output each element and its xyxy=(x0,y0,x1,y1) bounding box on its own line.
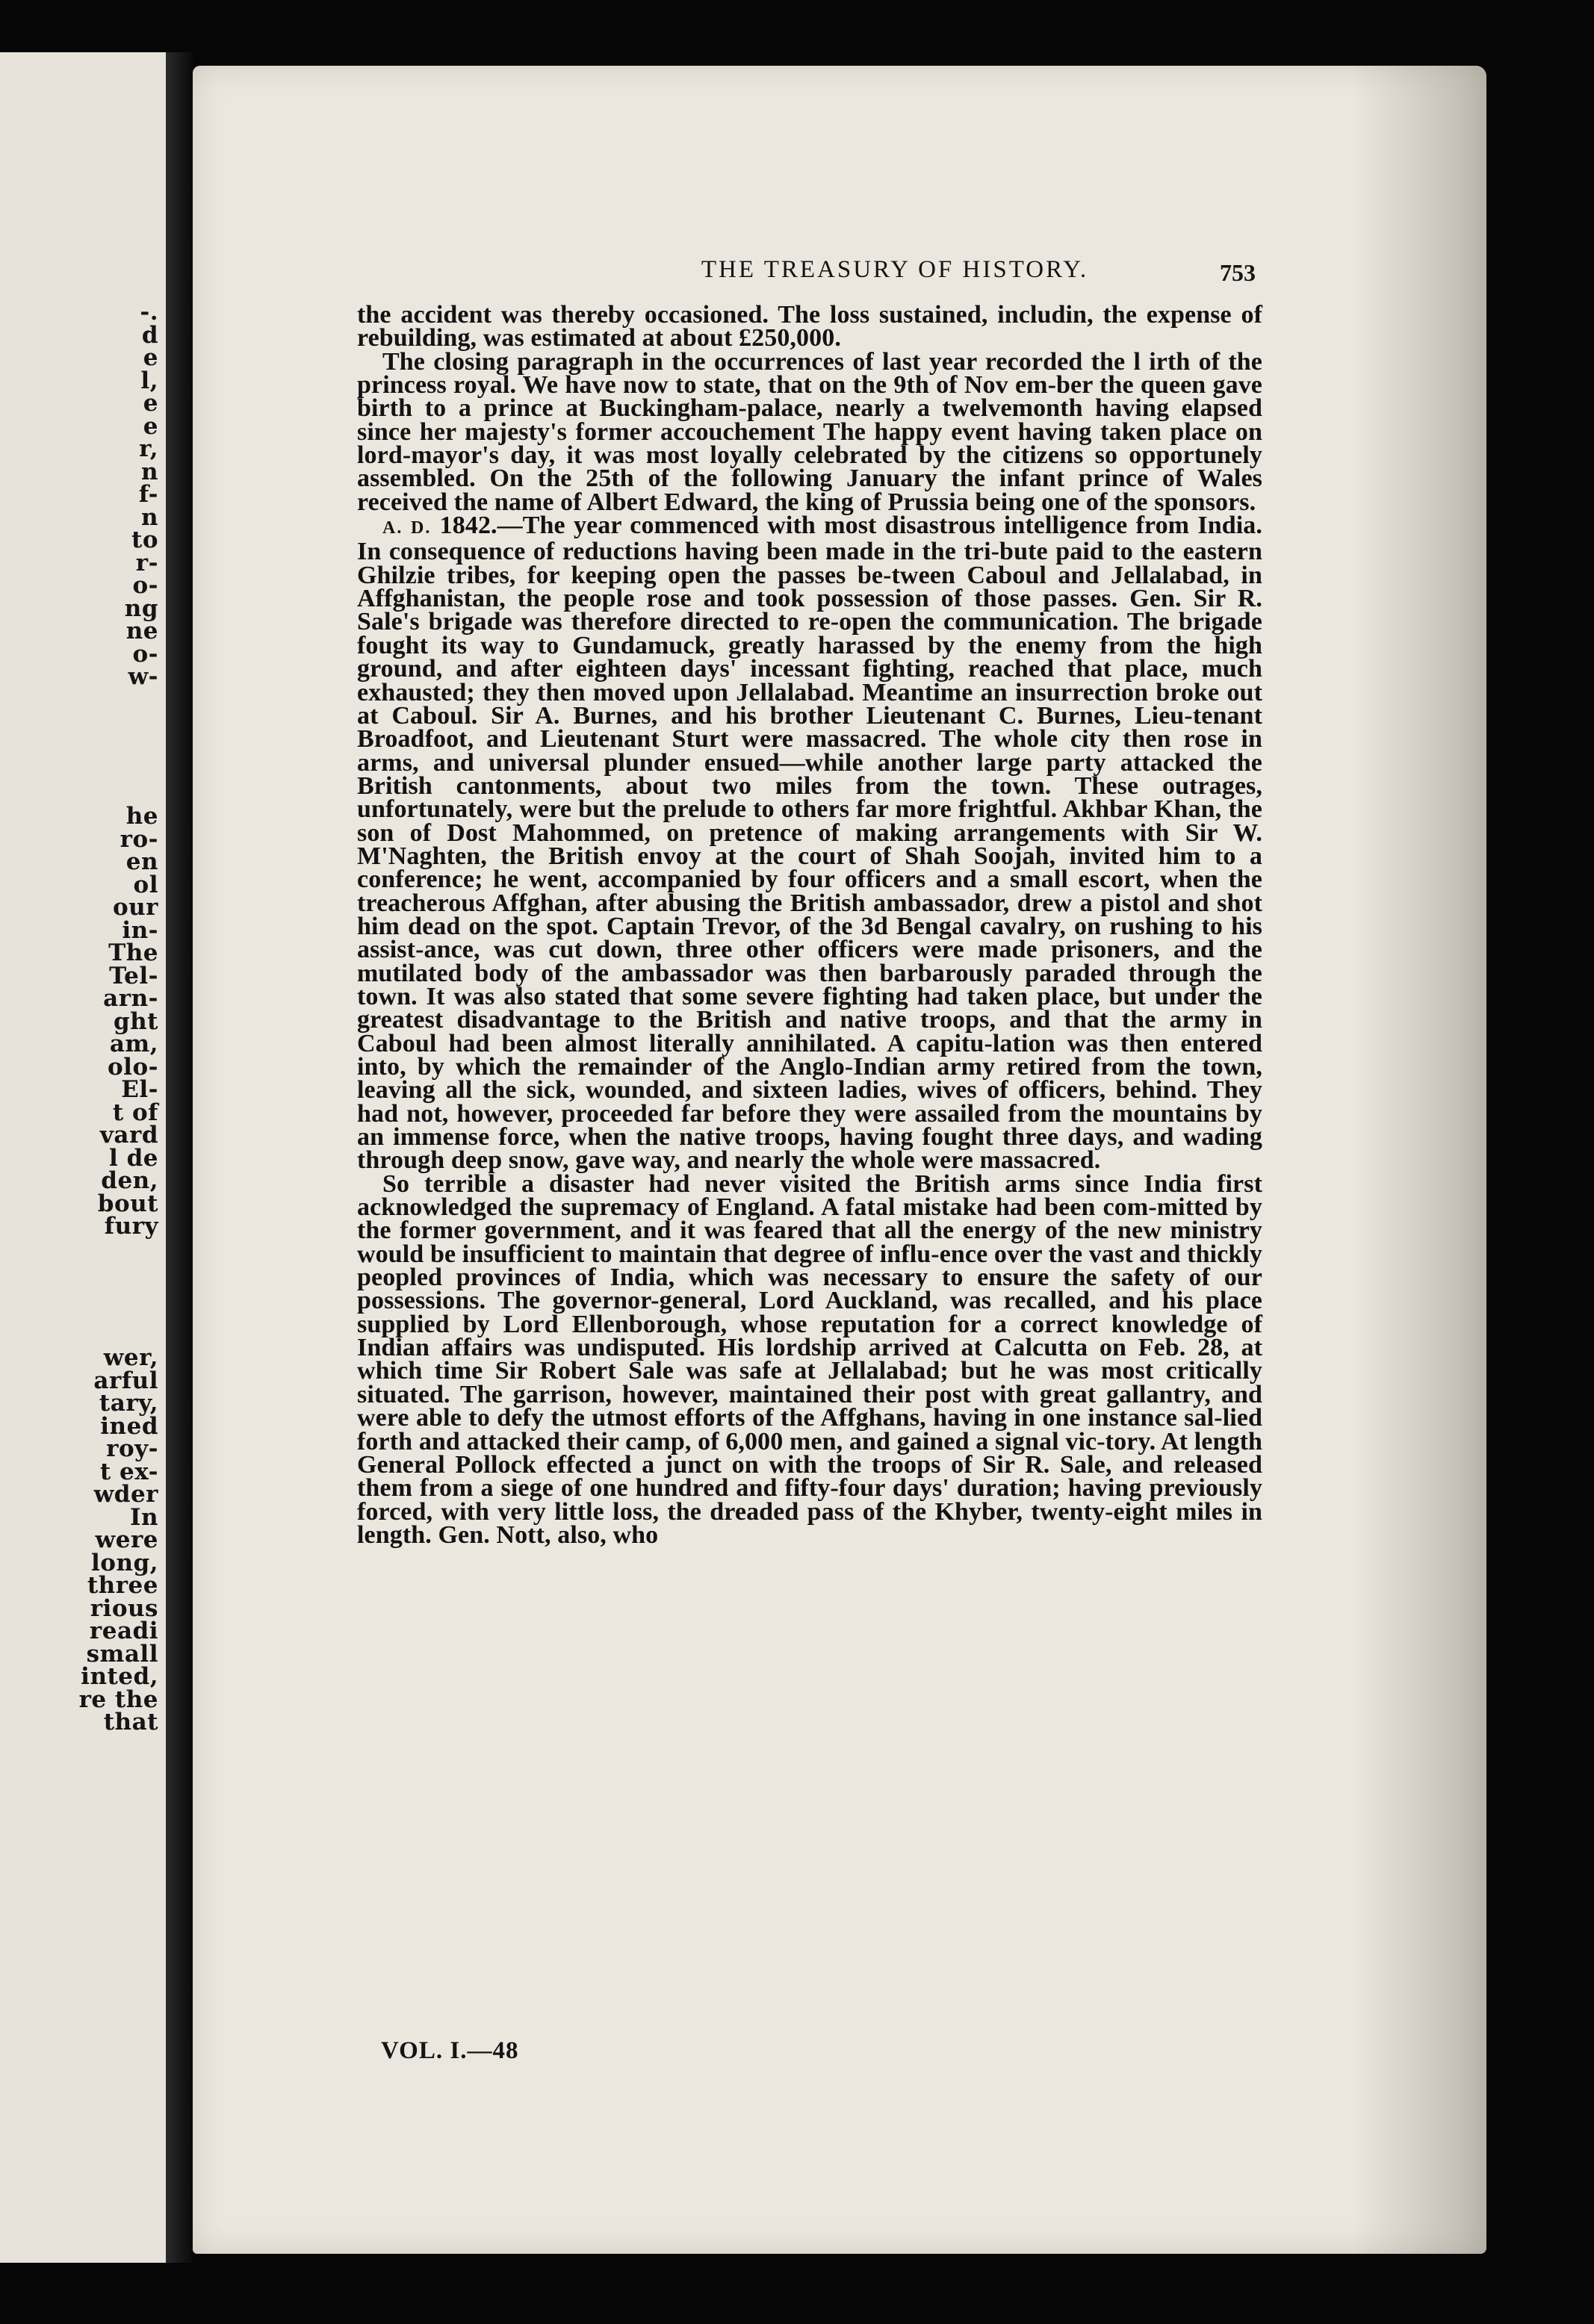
previous-page-text-fragment: arful xyxy=(93,1367,158,1394)
previous-page-text-fragment: en xyxy=(125,848,158,875)
previous-page-text-fragment: ined xyxy=(100,1412,158,1440)
previous-page-text-fragment: tary, xyxy=(99,1390,158,1417)
previous-page-text-fragment: t of xyxy=(112,1099,158,1126)
previous-page-text-fragment: d xyxy=(141,321,158,349)
previous-page-text-fragment: he xyxy=(125,803,158,830)
previous-page-text-fragment: Tel- xyxy=(109,962,158,989)
book-page xyxy=(193,66,1486,2254)
previous-page-text-fragment: olo- xyxy=(108,1053,158,1081)
previous-page-text-fragment: r, xyxy=(139,435,158,462)
paragraph-text: 1842.—The year commenced with most disastrous intelligence from India. In consequence of reductions having been made in the tri-bute paid to the eastern Ghilzie tribes, for keeping open the passes be-tween Caboul and Jellalabad, in Affghanistan, the people rose and took possession of those passes. Gen. Sir R. Sale's brigade was therefore directed to re-open the communication. The brigade fought its way to Gundamuck, greatly harassed by the enemy from the high ground, and after eighteen days' incessant fighting, reached that place, much exhausted; they then moved upon Jellalabad. Meantime an insurrection broke out at Caboul. Sir A. Burnes, and his brother Lieutenant C. Burnes, Lieu-tenant Broadfoot, and Lieutenant Sturt were massacred. The whole city then rose in arms, and universal plunder ensued—while another large party attacked the British cantonments, about two miles from the town. These outrages, unfortunately, were but the prelude to others far more frightful. Akhbar Khan, the son of Dost Mahommed, on pretence of making arrangements with Sir W. M'Naghten, the British envoy at the court of Shah Soojah, invited him to a conference; he went, accompanied by four officers and a small escort, when the treacherous Affghan, after abusing the British ambassador, drew a pistol and shot him dead on the spot. Captain Trevor, of the 3d Bengal cavalry, on rushing to his assist-ance, was cut down, three other officers were made prisoners, and the mutilated body of the ambassador was then barbarously paraded through the town. It was also stated that some severe fighting had taken place, but under the greatest disadvantage to the British and native troops, and that the army in Caboul had been almost literally annihilated. A capitu-lation was then entered into, by which the remainder of the Anglo-Indian army retired from the town, leaving all the sick, wounded, and sixteen ladies, wives of officers, behind. They had not, however, proceeded far before they were assailed from the mountains by an immense force, when the native troops, having fought three days, and wading through deep snow, gave way, and nearly the whole were massacred. xyxy=(357,512,1262,1175)
previous-page-text-fragment: re the xyxy=(78,1685,158,1713)
previous-page-text-fragment: bout xyxy=(97,1190,158,1217)
previous-page-text-fragment: three xyxy=(87,1572,158,1599)
page-number: 753 xyxy=(1220,259,1256,286)
previous-page-text-fragment: readi xyxy=(89,1618,158,1644)
previous-page-text-fragment: e xyxy=(143,344,158,371)
previous-page-text-fragment: our xyxy=(112,894,158,921)
previous-page-text-fragment: o- xyxy=(132,572,158,599)
previous-page-text-fragment: El- xyxy=(121,1076,158,1103)
previous-page-text-fragment: o- xyxy=(132,640,158,668)
previous-page-text-fragment: e xyxy=(143,412,158,440)
body-text xyxy=(357,303,1262,1547)
book-gutter xyxy=(166,52,193,2263)
signature-mark: VOL. I.—48 xyxy=(381,2037,519,2064)
previous-page-text-fragment: in- xyxy=(122,916,158,944)
previous-page-text-fragment: long, xyxy=(91,1549,158,1576)
previous-page-text-fragment: n xyxy=(140,458,158,485)
previous-page-text-fragment: were xyxy=(95,1526,158,1553)
previous-page-text-fragment: f- xyxy=(138,481,158,508)
previous-page-text-fragment: roy- xyxy=(106,1435,158,1462)
previous-page-text-fragment: e xyxy=(143,390,158,417)
previous-page-text-fragment: am, xyxy=(109,1031,158,1057)
paragraph: So terrible a disaster had never visited the British arms since India first acknowledged the supremacy of England. A fatal mistake had been com-mitted by the former government, and it was feared that all the energy of the new ministry would be insufficient to maintain that degree of influ-ence over the vast and thickly peopled provinces of India, which was necessary to ensure the safety of our possessions. The governor-general, Lord Auckland, was recalled, and his place supplied by Lord Ellenborough, whose reputation for a correct knowledge of Indian affairs was undisputed. His lordship arrived at Calcutta on Feb. 28, at which time Sir Robert Sale was safe at Jellalabad; but he was most critically situated. The garrison, however, maintained their post with great gallantry, and were able to defy the utmost efforts of the Affghans, having in one instance sal-lied forth and attacked their camp, of 6,000 men, and gained a signal vic-tory. At length General Pollock effected a junct on with the troops of Sir R. Sale, and released them from a siege of one hundred and fifty-four days' duration; having previously forced, with very little loss, the dreaded pass of the Khyber, twenty-eight miles in length. Gen. Nott, also, who xyxy=(357,1169,1262,1549)
previous-page-text-fragment: small xyxy=(86,1640,158,1668)
previous-page-text-fragment: fury xyxy=(104,1213,158,1240)
previous-page-text-fragment: rious xyxy=(90,1594,158,1622)
running-head: THE TREASURY OF HISTORY. xyxy=(701,256,1089,283)
previous-page-text-fragment: ght xyxy=(113,1007,158,1035)
previous-page-text-fragment: In xyxy=(129,1503,158,1531)
previous-page-text-fragment: t ex- xyxy=(99,1458,158,1485)
paragraph: the accident was thereby occasioned. The loss sustained, includin, the expense of rebuilding, was estimated at about £250,000. xyxy=(357,301,1262,352)
page-header xyxy=(193,256,1486,293)
paragraph: The closing paragraph in the occurrences of last year recorded the l irth of the princess royal. We have now to state, that on the 9th of Nov em-ber the queen gave birth to a prince at Buckingham-palace, nearly a twelvemonth having elapsed since her majesty's former accouchement The happy event having taken place on lord-mayor's day, it was most loyally celebrated by the citizens so opportunely assembled. On the 25th of the following January the infant prince of Wales received the name of Albert Edward, the king of Prussia being one of the sponsors. xyxy=(357,347,1262,516)
year-marker: A. D. xyxy=(382,518,432,538)
previous-page-text-fragment: to xyxy=(131,526,158,553)
previous-page-text-fragment: ng xyxy=(124,594,158,622)
page-curl-shadow xyxy=(1352,66,1486,2254)
previous-page-edge xyxy=(0,52,168,2263)
previous-page-text-fragment: ol xyxy=(133,871,158,898)
previous-page-text-fragment: arn- xyxy=(103,985,158,1012)
previous-page-text-fragment: -. xyxy=(140,299,158,326)
previous-page-text-fragment: ne xyxy=(125,618,158,644)
previous-page-text-fragment: The xyxy=(108,939,158,966)
previous-page-text-fragment: wder xyxy=(93,1481,158,1508)
previous-page-text-fragment: wer, xyxy=(103,1344,158,1371)
previous-page-text-fragment: that xyxy=(103,1709,158,1736)
previous-page-text-fragment: l, xyxy=(140,367,158,394)
previous-page-text-fragment: ro- xyxy=(120,825,158,853)
previous-page-text-fragment: inted, xyxy=(81,1663,158,1690)
previous-page-text-fragment: den, xyxy=(101,1167,158,1194)
previous-page-text-fragment: vard xyxy=(99,1122,158,1149)
previous-page-text-fragment: l de xyxy=(109,1144,158,1172)
previous-page-text-fragment: r- xyxy=(135,549,158,577)
previous-page-text-fragment: w- xyxy=(128,663,158,690)
previous-page-text-fragment: n xyxy=(140,503,158,531)
paragraph xyxy=(357,512,1262,1175)
